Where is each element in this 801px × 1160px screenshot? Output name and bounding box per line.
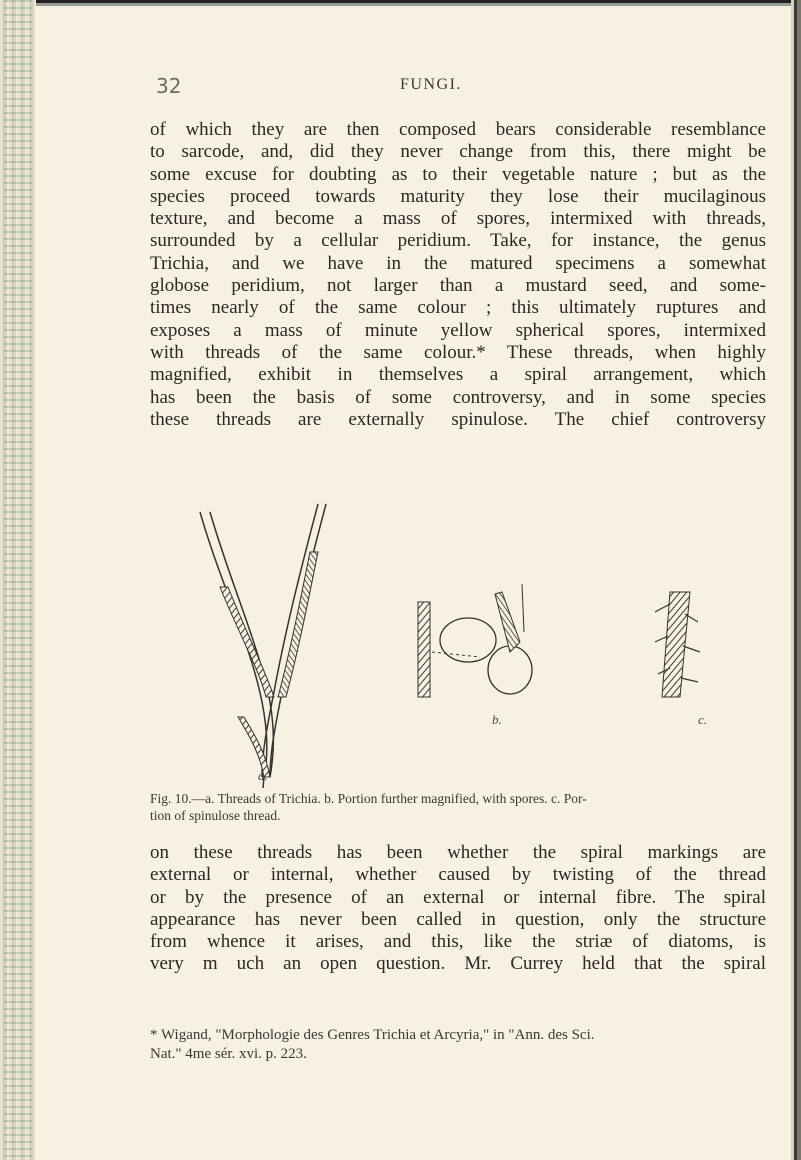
text-line: texture, and become a mass of spores, intermixed with threads, xyxy=(150,208,766,230)
text-line: or by the presence of an external or internal fibre. The spiral xyxy=(150,886,766,908)
text-line: globose peridium, not larger than a mustard seed, and some- xyxy=(150,275,766,297)
trichia-threads-illustration xyxy=(150,492,770,792)
page-top-edge xyxy=(0,0,801,8)
text-line: to sarcode, and, did they never change from this, there might be xyxy=(150,141,766,163)
text-line: with threads of the same colour.* These threads, when highly xyxy=(150,341,766,363)
thread-a-illustration xyxy=(200,504,326,788)
text-line: some excuse for doubting as to their vegetable nature ; but as the xyxy=(150,163,766,185)
thread-c-illustration xyxy=(655,592,700,697)
text-line: on these threads has been whether the spiral markings are xyxy=(150,842,766,863)
page-right-edge xyxy=(791,0,801,1160)
text-line: has been the basis of some controversy, and in some species xyxy=(150,386,766,408)
text-line: exposes a mass of minute yellow spherical spores, intermixed xyxy=(150,319,766,341)
paragraph-2 xyxy=(150,842,766,976)
text-line: species proceed towards maturity they lose their mucilaginous xyxy=(150,185,766,207)
text-line: Trichia, and we have in the matured specimens a somewhat xyxy=(150,252,766,274)
thread-b-illustration xyxy=(418,584,532,697)
footnote-line: * Wigand, "Morphologie des Genres Trichia et Arcyria," in "Ann. des Sci. xyxy=(150,1027,595,1043)
text-line: surrounded by a cellular peridium. Take, for instance, the genus xyxy=(150,230,766,252)
footnote xyxy=(150,1026,766,1064)
paragraph-1 xyxy=(150,119,766,431)
text-line: external or internal, whether caused by twisting of the thread xyxy=(150,864,766,886)
text-line: these threads are externally spinulose. The chief controversy xyxy=(150,408,766,430)
figure-10 xyxy=(150,492,770,792)
page-header xyxy=(0,74,801,102)
page-number: 32 xyxy=(156,74,182,98)
book-binding-edge xyxy=(0,0,36,1160)
figure-label-a: a. xyxy=(258,768,268,783)
figure-label-b: b. xyxy=(492,712,502,727)
text-line: very m uch an open question. Mr. Currey held that the spiral xyxy=(150,953,766,975)
caption-line: tion of spinulose thread. xyxy=(150,808,281,823)
text-line: magnified, exhibit in themselves a spiral arrangement, which xyxy=(150,364,766,386)
figure-caption xyxy=(150,790,766,824)
caption-line: Fig. 10.—a. Threads of Trichia. b. Portion further magnified, with spores. c. Por- xyxy=(150,791,587,806)
figure-label-c: c. xyxy=(698,712,708,727)
footnote-line: Nat." 4me sér. xvi. p. 223. xyxy=(150,1046,307,1062)
running-title: FUNGI. xyxy=(400,76,462,93)
text-line: from whence it arises, and this, like the striæ of diatoms, is xyxy=(150,931,766,953)
text-line: times nearly of the same colour ; this ultimately ruptures and xyxy=(150,297,766,319)
text-line: appearance has never been called in question, only the structure xyxy=(150,908,766,930)
text-line: of which they are then composed bears considerable resemblance xyxy=(150,119,766,140)
